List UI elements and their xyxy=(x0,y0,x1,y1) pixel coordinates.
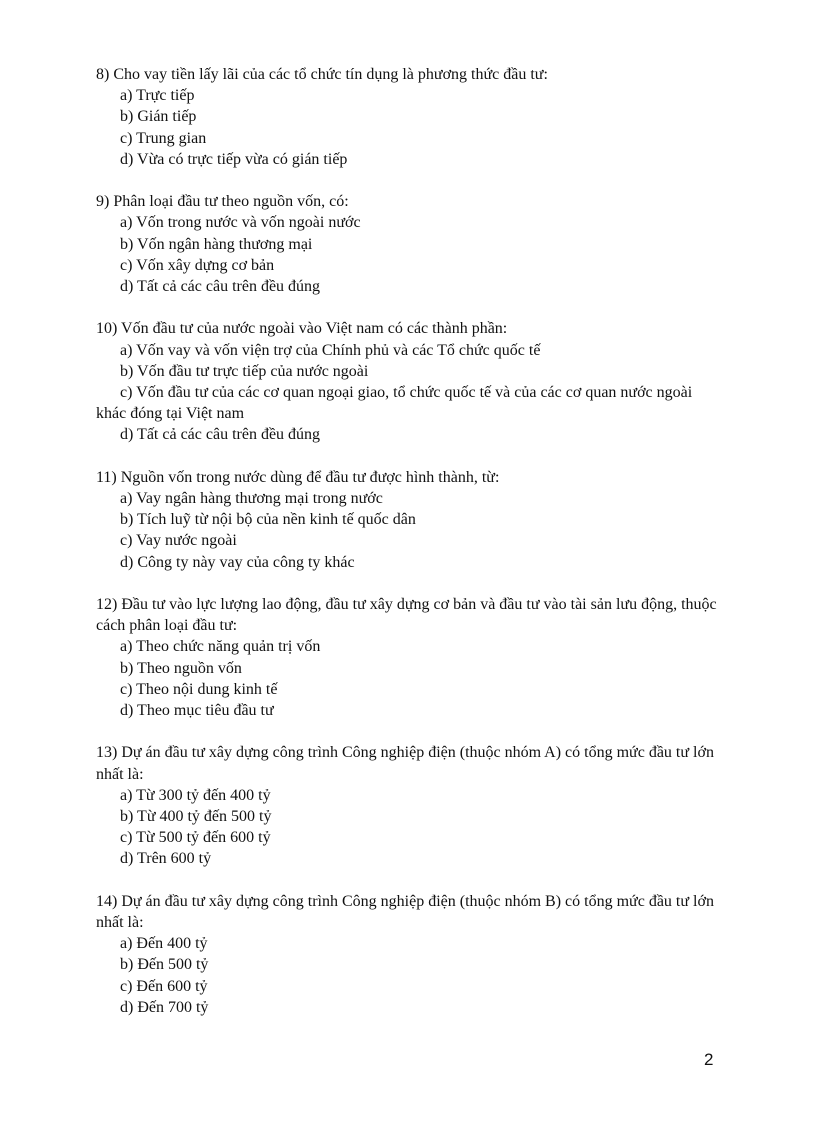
option-a: a) Từ 300 tỷ đến 400 tỷ xyxy=(120,786,271,804)
option-d: d) Đến 700 tỷ xyxy=(120,998,209,1016)
option-c: c) Theo nội dung kinh tế xyxy=(120,680,278,698)
option-c: c) Từ 500 tỷ đến 600 tỷ xyxy=(120,829,271,847)
option-a: a) Vốn vay và vốn viện trợ của Chính phủ và các Tổ chức quốc tế xyxy=(120,341,541,359)
option-a: a) Theo chức năng quản trị vốn xyxy=(120,638,321,656)
option-a: a) Đến 400 tỷ xyxy=(120,935,208,953)
question-14 xyxy=(96,891,724,1018)
option-c: c) Vốn xây dựng cơ bản xyxy=(120,256,275,274)
question-text: 9) Phân loại đầu tư theo nguồn vốn, có: xyxy=(96,193,349,211)
option-d: d) Tất cả các câu trên đều đúng xyxy=(120,426,321,444)
question-text: 12) Đầu tư vào lực lượng lao động, đầu tư xây dựng cơ bản và đầu tư vào tài sản lưu động, thuộc cách phân loại đầu tư: xyxy=(96,596,717,635)
question-text: 8) Cho vay tiền lấy lãi của các tổ chức tín dụng là phương thức đầu tư: xyxy=(96,66,548,83)
question-text: 13) Dự án đầu tư xây dựng công trình Công nghiệp điện (thuộc nhóm A) có tổng mức đầu tư lớn nhất là: xyxy=(96,744,714,783)
question-9 xyxy=(96,191,724,297)
option-c: c) Trung gian xyxy=(120,129,207,147)
option-d: d) Vừa có trực tiếp vừa có gián tiếp xyxy=(120,150,348,168)
question-13 xyxy=(96,742,724,869)
question-list xyxy=(96,64,724,1039)
option-b: b) Từ 400 tỷ đến 500 tỷ xyxy=(120,808,272,826)
option-b: b) Vốn đầu tư trực tiếp của nước ngoài xyxy=(120,362,369,380)
option-b: b) Đến 500 tỷ xyxy=(120,956,209,974)
question-11 xyxy=(96,467,724,573)
option-c: c) Vốn đầu tư của các cơ quan ngoại giao, tổ chức quốc tế và của các cơ quan nước ngoài khác đóng tại Việt nam xyxy=(96,384,693,423)
option-c: c) Đến 600 tỷ xyxy=(120,977,208,995)
option-a: a) Trực tiếp xyxy=(120,87,195,105)
question-8 xyxy=(96,64,724,170)
option-b: b) Tích luỹ từ nội bộ của nền kinh tế quốc dân xyxy=(120,511,416,529)
option-a: a) Vay ngân hàng thương mại trong nước xyxy=(120,490,383,508)
option-b: b) Gián tiếp xyxy=(120,108,197,126)
option-a: a) Vốn trong nước và vốn ngoài nước xyxy=(120,214,361,232)
option-d: d) Trên 600 tỷ xyxy=(120,850,212,868)
option-d: d) Tất cả các câu trên đều đúng xyxy=(120,278,321,296)
option-d: d) Theo mục tiêu đầu tư xyxy=(120,702,274,720)
option-c: c) Vay nước ngoài xyxy=(120,532,237,550)
question-text: 11) Nguồn vốn trong nước dùng để đầu tư được hình thành, từ: xyxy=(96,468,500,486)
option-b: b) Theo nguồn vốn xyxy=(120,659,242,677)
question-text: 14) Dự án đầu tư xây dựng công trình Công nghiệp điện (thuộc nhóm B) có tổng mức đầu tư lớn nhất là: xyxy=(96,892,714,932)
option-d: d) Công ty này vay của công ty khác xyxy=(120,553,355,571)
option-b: b) Vốn ngân hàng thương mại xyxy=(120,235,313,253)
question-10 xyxy=(96,318,724,445)
question-text: 10) Vốn đầu tư của nước ngoài vào Việt nam có các thành phần: xyxy=(96,320,508,338)
question-12 xyxy=(96,594,724,721)
page-number: 2 xyxy=(704,1050,714,1069)
